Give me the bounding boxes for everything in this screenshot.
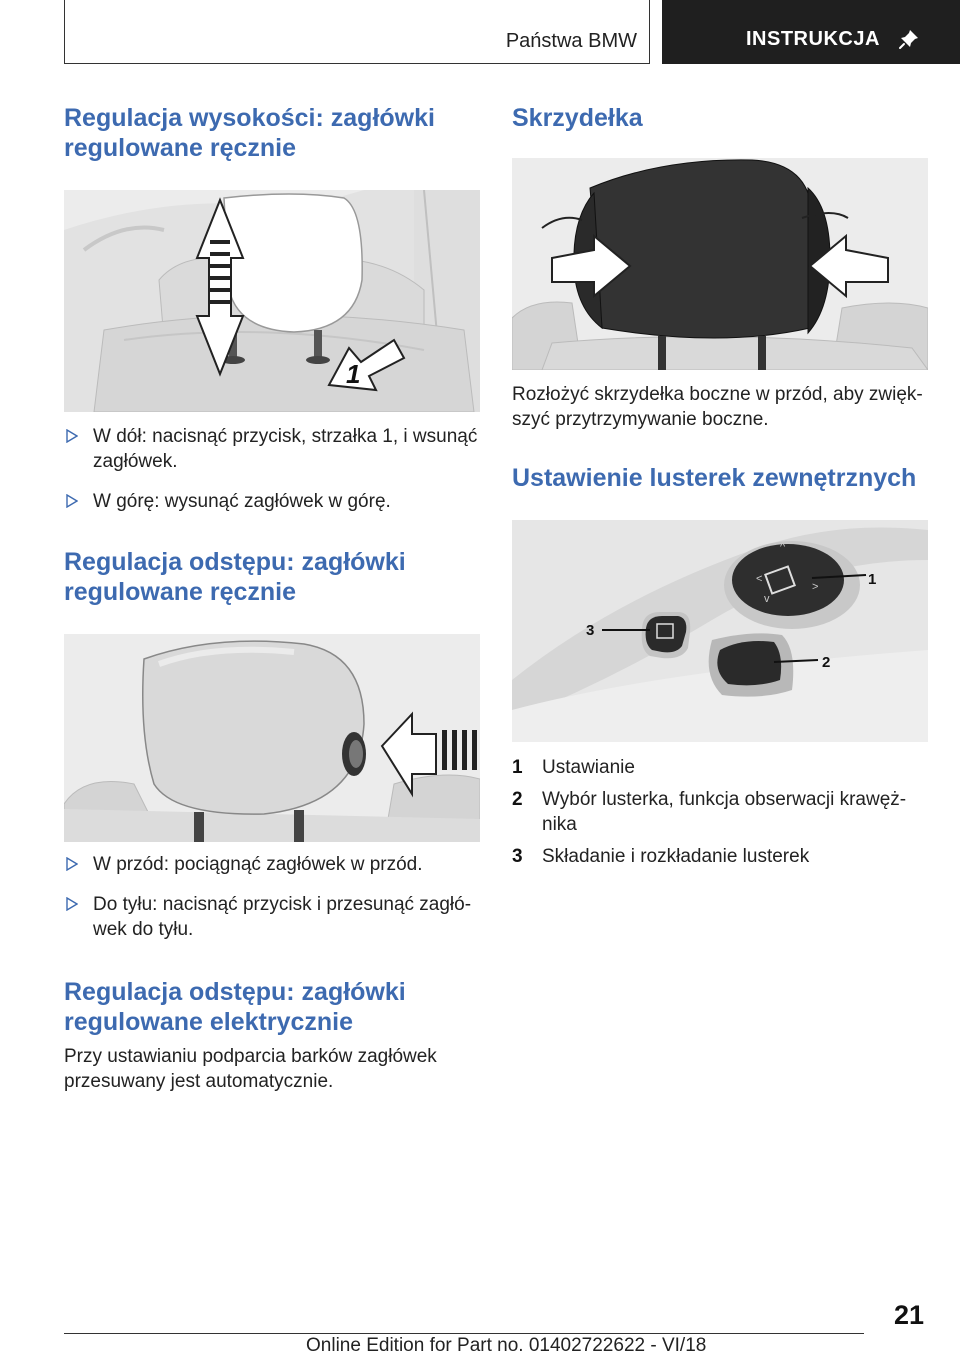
header-section-label: INSTRUKCJA bbox=[746, 28, 880, 50]
headrest-wings-illustration bbox=[512, 158, 928, 370]
svg-text:<: < bbox=[756, 573, 763, 585]
headrest-distance-illustration bbox=[64, 634, 480, 842]
list-item: 1 Ustawianie bbox=[512, 757, 635, 778]
callout-3: 3 bbox=[586, 622, 595, 639]
list-item: W przód: pociągnąć zagłówek w przód. bbox=[64, 852, 480, 877]
list-item: W górę: wysunąć zagłówek w górę. bbox=[64, 489, 480, 514]
figure-headrest-distance bbox=[64, 634, 480, 842]
right-column bbox=[512, 100, 928, 869]
triangle-bullet-icon bbox=[66, 429, 78, 443]
section-title-height-adjust: Regulacja wysokości: zagłówki regulowane ręcznie bbox=[64, 104, 435, 162]
section-title-wings: Skrzydełka bbox=[512, 104, 643, 132]
figure-mirror-controls bbox=[512, 520, 928, 742]
distance-manual-bullets bbox=[64, 852, 480, 942]
mirror-controls-illustration bbox=[512, 520, 928, 742]
page-number: 21 bbox=[893, 1300, 924, 1330]
figure-headrest-wings bbox=[512, 158, 928, 370]
callout-1: 1 bbox=[346, 359, 361, 389]
section-title-mirrors: Ustawienie lusterek zewnętrznych bbox=[512, 464, 917, 492]
list-item: W dół: nacisnąć przycisk, strzałka 1, i wsunąć zagłówek. bbox=[64, 424, 480, 474]
svg-text:>: > bbox=[812, 581, 819, 593]
mirror-legend-list bbox=[512, 755, 928, 869]
list-item: 2 Wybór lusterka, funkcja obserwacji krawęż-nika bbox=[512, 789, 907, 835]
footer-edition: Online Edition for Part no. 01402722622 - VI/18 bbox=[306, 1335, 707, 1356]
svg-text:v: v bbox=[764, 593, 770, 605]
pin-icon bbox=[898, 28, 920, 50]
header-brand-box bbox=[64, 0, 650, 64]
distance-electric-text: Przy ustawianiu podparcia barków zagłówek przesuwany jest automatycznie. bbox=[64, 1046, 437, 1092]
section-title-distance-electric: Regulacja odstępu: zagłówki regulowane elektrycznie bbox=[64, 978, 406, 1036]
svg-text:^: ^ bbox=[780, 541, 786, 553]
section-title-distance-manual: Regulacja odstępu: zagłówki regulowane ręcznie bbox=[64, 548, 406, 606]
triangle-bullet-icon bbox=[66, 494, 78, 508]
callout-1: 1 bbox=[868, 571, 877, 588]
triangle-bullet-icon bbox=[66, 897, 78, 911]
callout-2: 2 bbox=[822, 654, 831, 671]
footer-divider bbox=[64, 1333, 864, 1334]
list-item: Do tyłu: nacisnąć przycisk i przesunąć zagłó-wek do tyłu. bbox=[64, 892, 480, 942]
header-brand: Państwa BMW bbox=[505, 30, 637, 52]
headrest-height-illustration bbox=[64, 190, 480, 412]
height-adjust-bullets bbox=[64, 424, 480, 514]
header-section-tab[interactable] bbox=[662, 0, 960, 64]
list-item: 3 Składanie i rozkładanie lusterek bbox=[512, 846, 810, 867]
figure-headrest-height bbox=[64, 190, 480, 412]
triangle-bullet-icon bbox=[66, 857, 78, 871]
wings-text: Rozłożyć skrzydełka boczne w przód, aby zwięk-szyć przytrzymywanie boczne. bbox=[512, 384, 923, 430]
left-column bbox=[64, 100, 480, 1094]
